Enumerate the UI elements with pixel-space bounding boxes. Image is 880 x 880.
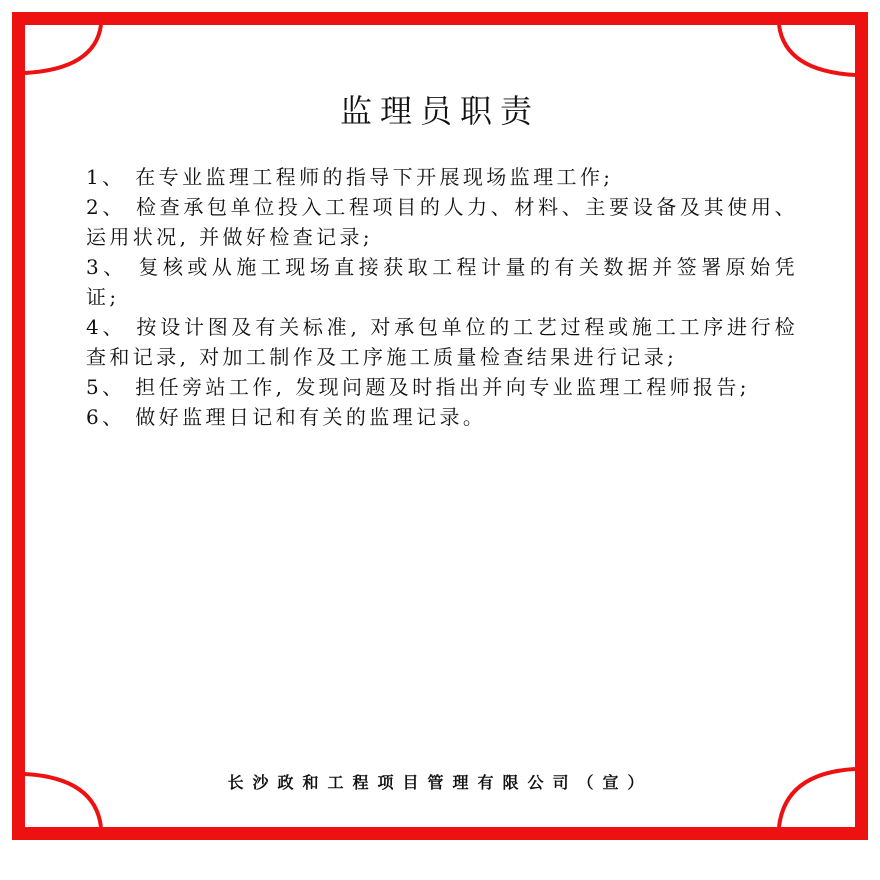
duty-item-5: 5、 担任旁站工作, 发现问题及时指出并向专业监理工程师报告; bbox=[86, 375, 750, 399]
duty-item-2: 2、 检查承包单位投入工程项目的人力、材料、主要设备及其使用、运用状况, 并做好检查记录; bbox=[86, 195, 798, 249]
duty-item-1: 1、 在专业监理工程师的指导下开展现场监理工作; bbox=[86, 165, 614, 189]
corner-ornament-top-left bbox=[25, 25, 105, 75]
duty-item-6: 6、 做好监理日记和有关的监理记录。 bbox=[86, 405, 487, 429]
duty-item-3: 3、 复核或从施工现场直接获取工程计量的有关数据并签署原始凭证; bbox=[86, 255, 798, 309]
document-title: 监理员职责 bbox=[339, 92, 540, 130]
corner-ornament-top-right bbox=[775, 25, 855, 77]
duties-list bbox=[86, 162, 798, 432]
company-footer: 长沙政和工程项目管理有限公司（宣） bbox=[227, 773, 653, 792]
duty-item-4: 4、 按设计图及有关标准, 对承包单位的工艺过程或施工工序进行检查和记录, 对加工制作及工序施工质量检查结果进行记录; bbox=[86, 315, 798, 369]
